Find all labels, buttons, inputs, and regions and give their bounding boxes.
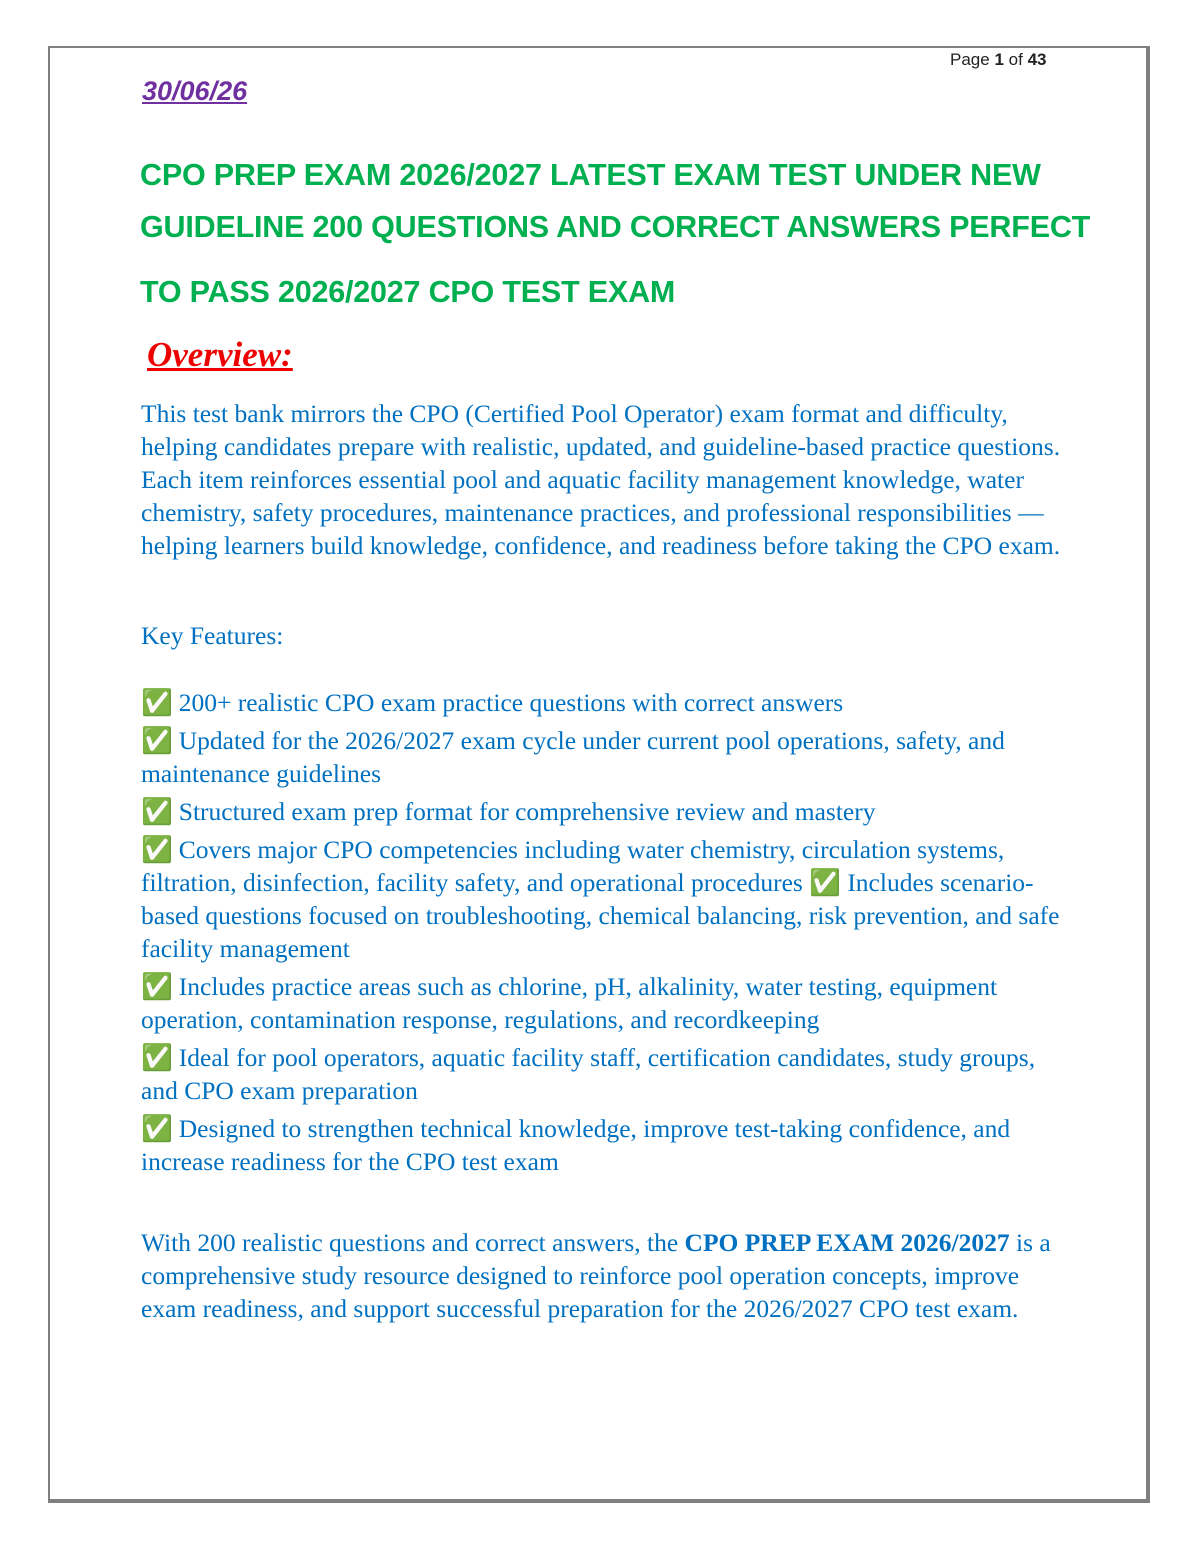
overview-heading: Overview: (147, 335, 293, 374)
document-date: 30/06/26 (142, 76, 248, 106)
checkmark-icon: ✅ (141, 1043, 173, 1072)
intro-paragraph: This test bank mirrors the CPO (Certified Pool Operator) exam format and difficulty, helping candidates prepare with realistic, updated, and guideline-based practice questions. Each item reinforces essential pool and aquatic facility management knowledge, water chemistry, safety procedures, maintenance practices, and professional responsibilities — helping learners build knowledge, confidence, and readiness before taking the CPO exam. (141, 399, 1061, 560)
title-line: CPO PREP EXAM 2026/2027 LATEST EXAM TEST UNDER NEW (140, 158, 1041, 192)
closing-bold-text: CPO PREP EXAM 2026/2027 (684, 1228, 1010, 1257)
checkmark-icon: ✅ (141, 1114, 173, 1143)
feature-item (141, 795, 1071, 828)
feature-text: 200+ realistic CPO exam practice questions with correct answers (178, 688, 844, 717)
feature-text: Includes practice areas such as chlorine, pH, alkalinity, water testing, equipment operation, contamination response, regulations, and recordkeeping (141, 972, 998, 1034)
page-total: 43 (1027, 50, 1047, 69)
feature-text: Structured exam prep format for comprehensive review and mastery (178, 797, 876, 826)
checkmark-icon: ✅ (141, 797, 173, 826)
feature-item (141, 970, 1071, 1036)
closing-text: With 200 realistic questions and correct answers, the (141, 1228, 685, 1257)
checkmark-icon: ✅ (141, 688, 173, 717)
feature-text: Designed to strengthen technical knowledge, improve test-taking confidence, and increase readiness for the CPO test exam (141, 1114, 1011, 1176)
page-of: of (1008, 50, 1023, 69)
key-features-label: Key Features: (141, 621, 284, 650)
page-label: Page (950, 50, 990, 69)
feature-text: Covers major CPO competencies including water chemistry, circulation systems, filtration, disinfection, facility safety, and operational procedures ✅ Includes scenario-based questions focused on troubleshooting, chemical balancing, risk prevention, and safe facility management (141, 835, 1060, 963)
feature-text: Ideal for pool operators, aquatic facility staff, certification candidates, study groups, and CPO exam preparation (141, 1043, 1036, 1105)
feature-item (141, 686, 1071, 719)
title-line: GUIDELINE 200 QUESTIONS AND CORRECT ANSWERS PERFECT (140, 210, 1091, 244)
checkmark-icon: ✅ (141, 972, 173, 1001)
feature-item (141, 1112, 1071, 1178)
feature-item (141, 1041, 1071, 1107)
feature-text: Updated for the 2026/2027 exam cycle under current pool operations, safety, and maintenance guidelines (141, 726, 1005, 788)
feature-item (141, 724, 1071, 790)
features-list (141, 686, 1071, 1183)
page-current: 1 (994, 50, 1004, 69)
closing-paragraph (141, 1226, 1071, 1325)
title-line: TO PASS 2026/2027 CPO TEST EXAM (140, 275, 676, 309)
page-number (950, 50, 1046, 70)
checkmark-icon: ✅ (141, 835, 173, 864)
document-title (140, 158, 1091, 327)
closing-text: is a comprehensive study resource designed to reinforce pool operation concepts, improve exam readiness, and support successful preparation for the 2026/2027 CPO test exam. (141, 1228, 1051, 1323)
feature-item (141, 833, 1071, 965)
checkmark-icon: ✅ (141, 726, 173, 755)
